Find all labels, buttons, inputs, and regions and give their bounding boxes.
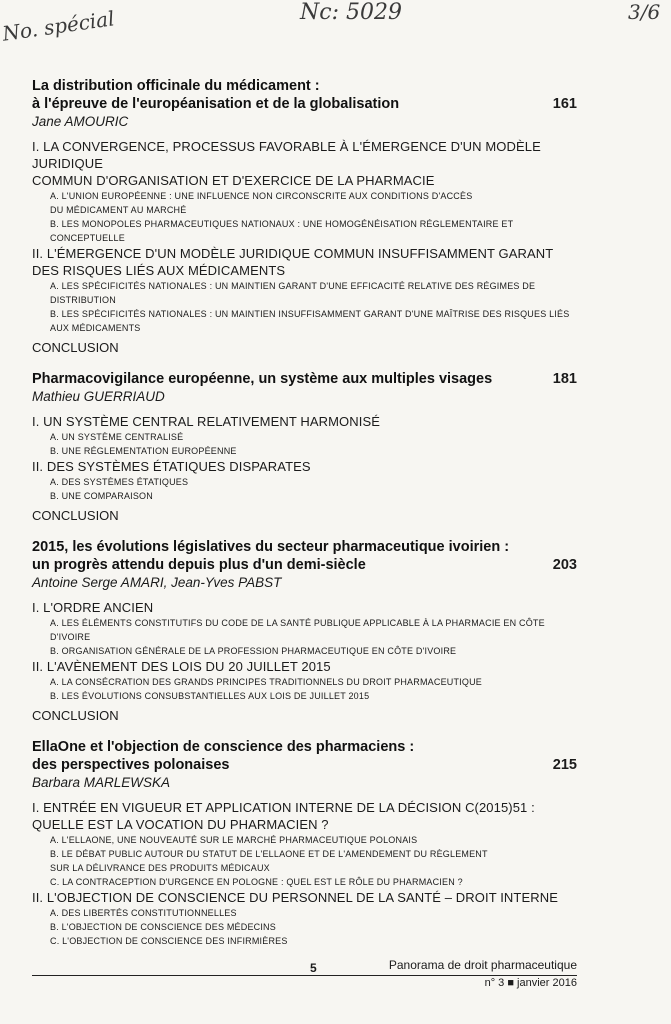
part-heading: II. DES SYSTÈMES ÉTATIQUES DISPARATES: [32, 459, 311, 474]
subsection-line: C. LA CONTRACEPTION D'URGENCE EN POLOGNE : QUEL EST LE RÔLE DU PHARMACIEN ?: [50, 877, 463, 887]
footer-rule: [32, 975, 577, 976]
section-author: Barbara MARLEWSKA: [32, 775, 171, 790]
subsection-line: A. LES ÉLÉMENTS CONSTITUTIFS DU CODE DE LA SANTÉ PUBLIQUE APPLICABLE À LA PHARMACIE EN CÔTE D'IVOIRE: [50, 618, 545, 642]
part-heading: II. L'ÉMERGENCE D'UN MODÈLE JURIDIQUE COMMUN INSUFFISAMMENT GARANT: [32, 246, 554, 261]
subsection-line: B. LES ÉVOLUTIONS CONSUBSTANTIELLES AUX LOIS DE JUILLET 2015: [50, 691, 370, 701]
subsection-line: A. DES SYSTÈMES ÉTATIQUES: [50, 477, 189, 487]
section-title: un progrès attendu depuis plus d'un demi-siècle: [32, 557, 366, 573]
section-title-row: [32, 370, 577, 388]
section-title-row: [32, 756, 577, 774]
subsection-line: DU MÉDICAMENT AU MARCHÉ: [50, 205, 187, 215]
table-of-contents: [32, 77, 577, 962]
subsection-line: B. L'OBJECTION DE CONSCIENCE DES MÉDECINS: [50, 922, 276, 932]
toc-section: [32, 738, 577, 948]
subsection-line: B. LES SPÉCIFICITÉS NATIONALES : UN MAINTIEN INSUFFISAMMENT GARANT D'UNE MAÎTRISE DES RISQUES LIÉS: [50, 309, 570, 319]
section-title-row: [32, 556, 577, 574]
part-heading: I. ENTRÉE EN VIGUEUR ET APPLICATION INTERNE DE LA DÉCISION C(2015)51 :: [32, 800, 535, 815]
section-title-row: [32, 77, 577, 95]
section-author: Jane AMOURIC: [32, 114, 129, 129]
part-heading: II. L'AVÈNEMENT DES LOIS DU 20 JUILLET 2015: [32, 659, 331, 674]
subsection-line: A. LES SPÉCIFICITÉS NATIONALES : UN MAINTIEN GARANT D'UNE EFFICACITÉ RELATIVE DES RÉGIMES DE DISTRIBUTION: [50, 281, 536, 305]
part-heading: I. L'ORDRE ANCIEN: [32, 600, 154, 615]
section-title: Pharmacovigilance européenne, un système aux multiples visages: [32, 371, 493, 387]
part-heading: I. UN SYSTÈME CENTRAL RELATIVEMENT HARMONISÉ: [32, 414, 380, 429]
toc-section: [32, 370, 577, 524]
section-title-row: [32, 95, 577, 113]
handwritten-annotation-right: 3/6: [628, 0, 661, 24]
conclusion: CONCLUSION: [32, 708, 119, 723]
footer-journal-title: Panorama de droit pharmaceutique: [388, 958, 577, 972]
section-page-number: 181: [552, 371, 577, 387]
part-heading: DES RISQUES LIÉS AUX MÉDICAMENTS: [32, 263, 286, 278]
section-title-row: [32, 738, 577, 756]
subsection-line: A. UN SYSTÈME CENTRALISÉ: [50, 432, 184, 442]
conclusion: CONCLUSION: [32, 508, 119, 523]
handwritten-annotation-center: Nc: 5029: [300, 0, 402, 25]
section-page-number: 161: [552, 96, 577, 112]
subsection-line: B. LE DÉBAT PUBLIC AUTOUR DU STATUT DE L'ELLAONE ET DE L'AMENDEMENT DU RÈGLEMENT: [50, 849, 488, 859]
subsection-line: B. LES MONOPOLES PHARMACEUTIQUES NATIONAUX : UNE HOMOGÉNÉISATION RÉGLEMENTAIRE ET CONCEPTUELLE: [50, 219, 514, 243]
subsection-line: A. L'UNION EUROPÉENNE : UNE INFLUENCE NON CIRCONSCRITE AUX CONDITIONS D'ACCÈS: [50, 191, 473, 201]
subsection-line: AUX MÉDICAMENTS: [50, 323, 141, 333]
toc-section: [32, 538, 577, 724]
toc-section: [32, 77, 577, 356]
subsection-line: B. UNE RÉGLEMENTATION EUROPÉENNE: [50, 446, 237, 456]
subsection-line: B. ORGANISATION GÉNÉRALE DE LA PROFESSION PHARMACEUTIQUE EN CÔTE D'IVOIRE: [50, 646, 457, 656]
part-heading: QUELLE EST LA VOCATION DU PHARMACIEN ?: [32, 817, 329, 832]
subsection-line: B. UNE COMPARAISON: [50, 491, 153, 501]
section-author: Mathieu GUERRIAUD: [32, 389, 165, 404]
part-heading: I. LA CONVERGENCE, PROCESSUS FAVORABLE À L'ÉMERGENCE D'UN MODÈLE JURIDIQUE: [32, 139, 541, 171]
footer-page-number: 5: [310, 961, 317, 975]
section-title-row: [32, 538, 577, 556]
subsection-line: SUR LA DÉLIVRANCE DES PRODUITS MÉDICAUX: [50, 863, 270, 873]
handwritten-annotation-left: No. spécial: [0, 6, 116, 46]
section-title: EllaOne et l'objection de conscience des pharmaciens :: [32, 739, 415, 755]
subsection-line: A. DES LIBERTÉS CONSTITUTIONNELLES: [50, 908, 237, 918]
subsection-line: C. L'OBJECTION DE CONSCIENCE DES INFIRMIÈRES: [50, 936, 288, 946]
section-title: des perspectives polonaises: [32, 757, 230, 773]
part-heading: II. L'OBJECTION DE CONSCIENCE DU PERSONNEL DE LA SANTÉ – DROIT INTERNE: [32, 890, 558, 905]
footer-issue: n° 3 ■ janvier 2016: [484, 977, 577, 989]
section-page-number: 203: [552, 557, 577, 573]
section-page-number: 215: [552, 757, 577, 773]
part-heading: COMMUN D'ORGANISATION ET D'EXERCICE DE LA PHARMACIE: [32, 173, 435, 188]
section-title: 2015, les évolutions législatives du secteur pharmaceutique ivoirien :: [32, 539, 510, 555]
subsection-line: A. L'ELLAONE, UNE NOUVEAUTÉ SUR LE MARCHÉ PHARMACEUTIQUE POLONAIS: [50, 835, 418, 845]
subsection-line: A. LA CONSÉCRATION DES GRANDS PRINCIPES TRADITIONNELS DU DROIT PHARMACEUTIQUE: [50, 677, 482, 687]
section-title: La distribution officinale du médicament :: [32, 78, 320, 94]
section-title: à l'épreuve de l'européanisation et de la globalisation: [32, 96, 400, 112]
section-author: Antoine Serge AMARI, Jean-Yves PABST: [32, 575, 282, 590]
conclusion: CONCLUSION: [32, 340, 119, 355]
